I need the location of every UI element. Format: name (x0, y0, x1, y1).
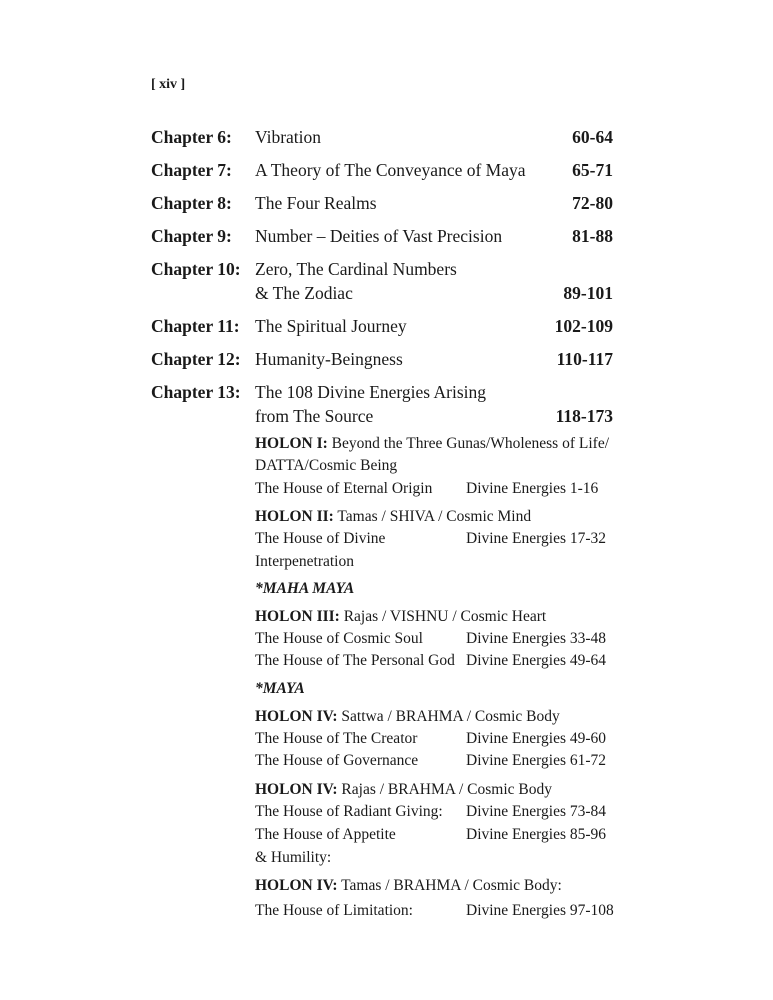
chapter-label: Chapter 9: (151, 226, 232, 246)
chapter-title: The 108 Divine Energies Arising (255, 382, 487, 402)
holon-desc: Rajas / BRAHMA / Cosmic Body (337, 781, 552, 798)
holon-desc: Rajas / VISHNU / Cosmic Heart (339, 608, 547, 625)
holon-desc: Sattwa / BRAHMA / Cosmic Body (337, 708, 560, 725)
holon-name: HOLON I: (255, 435, 328, 452)
holon-heading (255, 608, 546, 626)
chapter-pages: 102-109 (554, 316, 613, 336)
chapter-label: Chapter 13: (151, 382, 241, 402)
chapter-title: A Theory of The Conveyance of Maya (255, 160, 526, 180)
holon-heading (255, 877, 562, 895)
holon-desc: Tamas / BRAHMA / Cosmic Body: (337, 877, 562, 894)
house-energies: Divine Energies 97-108 (466, 902, 614, 919)
house-name: The House of Governance (255, 752, 419, 769)
maya-marker: *MAHA MAYA (255, 580, 355, 597)
chapter-label: Chapter 11: (151, 316, 240, 336)
holon-name: HOLON III: (255, 608, 340, 625)
house-energies: Divine Energies 85-96 (466, 826, 607, 843)
chapter-pages: 89-101 (563, 283, 613, 303)
house-energies: Divine Energies 49-60 (466, 730, 607, 747)
maya-marker: *MAYA (255, 680, 305, 697)
holon-desc: Beyond the Three Gunas/Wholeness of Life/ (327, 435, 609, 452)
chapter-title: The Four Realms (255, 193, 377, 213)
chapter-label: Chapter 12: (151, 349, 241, 369)
house-energies: Divine Energies 1-16 (466, 480, 599, 497)
house-energies: Divine Energies 73-84 (466, 803, 607, 820)
chapter-pages: 110-117 (556, 349, 613, 369)
house-name: The House of The Creator (255, 730, 418, 747)
holon-heading (255, 435, 609, 453)
page-number: [ xiv ] (151, 77, 186, 92)
house-energies: Divine Energies 61-72 (466, 752, 607, 769)
holon-name: HOLON IV: (255, 708, 338, 725)
holon-name: HOLON IV: (255, 781, 338, 798)
holon-heading (255, 508, 531, 526)
chapter-label: Chapter 7: (151, 160, 232, 180)
holon-desc: Tamas / SHIVA / Cosmic Mind (333, 508, 532, 525)
chapter-pages: 118-173 (555, 406, 613, 426)
house-energies: Divine Energies 17-32 (466, 530, 607, 547)
holon-heading (255, 708, 560, 726)
chapter-title-cont: & The Zodiac (255, 283, 353, 303)
house-energies: Divine Energies 33-48 (466, 630, 607, 647)
holon-name: HOLON IV: (255, 877, 338, 894)
chapter-title: Vibration (255, 127, 322, 147)
house-name: The House of Appetite (255, 826, 396, 843)
house-name: The House of The Personal God (255, 652, 455, 669)
house-name: The House of Limitation: (255, 902, 413, 919)
chapter-title: The Spiritual Journey (255, 316, 407, 336)
house-energies: Divine Energies 49-64 (466, 652, 607, 669)
holon-heading (255, 781, 552, 799)
chapter-pages: 72-80 (572, 193, 613, 213)
holon-desc-cont: DATTA/Cosmic Being (255, 457, 398, 474)
chapter-title: Zero, The Cardinal Numbers (255, 259, 457, 279)
holon-name: HOLON II: (255, 508, 334, 525)
chapter-title: Humanity-Beingness (255, 349, 403, 369)
house-name: The House of Divine (255, 530, 386, 547)
chapter-pages: 81-88 (572, 226, 613, 246)
chapter-title: Number – Deities of Vast Precision (255, 226, 503, 246)
house-name: The House of Radiant Giving: (255, 803, 443, 820)
house-name: The House of Cosmic Soul (255, 630, 423, 647)
chapter-label: Chapter 10: (151, 259, 241, 279)
chapter-pages: 65-71 (572, 160, 613, 180)
chapter-label: Chapter 8: (151, 193, 232, 213)
chapter-pages: 60-64 (572, 127, 613, 147)
house-name: The House of Eternal Origin (255, 480, 433, 497)
house-name-cont: Interpenetration (255, 553, 354, 570)
house-name-cont: & Humility: (255, 849, 332, 866)
chapter-label: Chapter 6: (151, 127, 232, 147)
chapter-title-cont: from The Source (255, 406, 374, 426)
